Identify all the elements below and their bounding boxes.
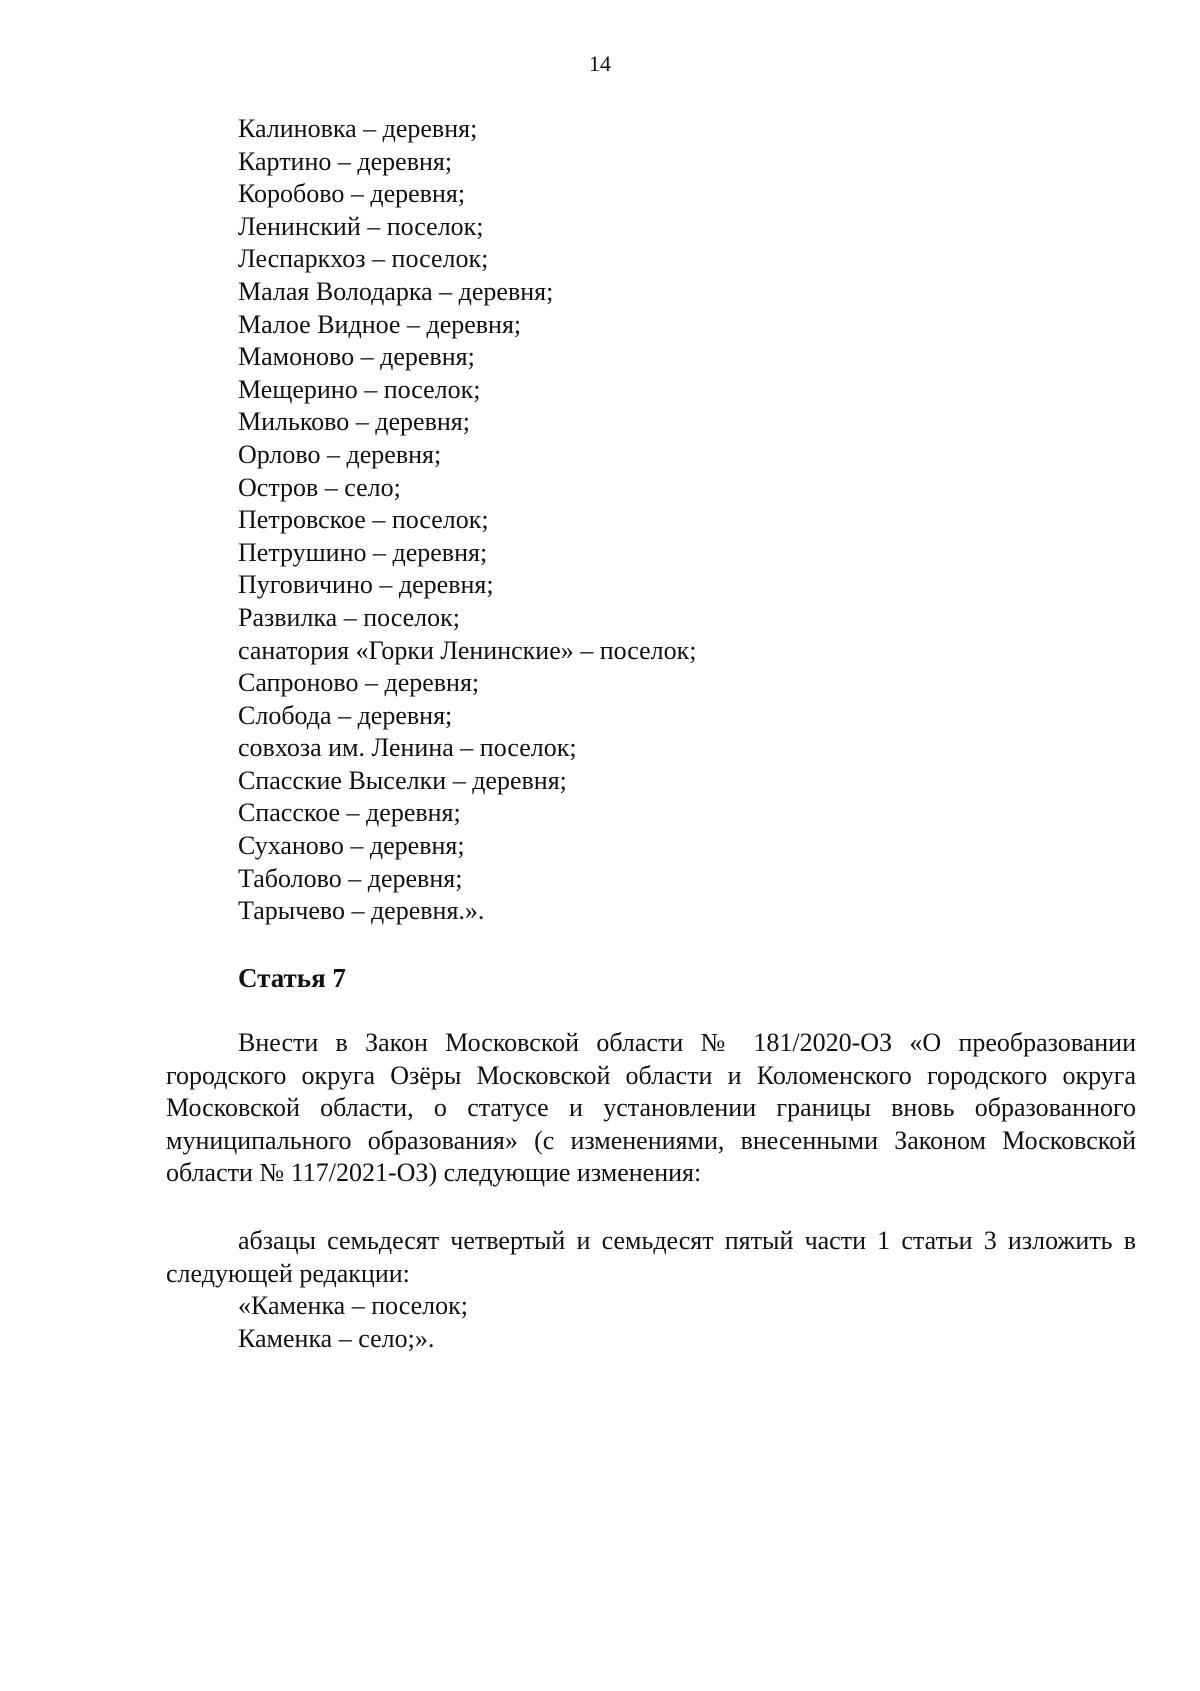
list-item: Слобода – деревня; [238, 700, 453, 730]
list-item: совхоза им. Ленина – поселок; [238, 733, 577, 763]
list-item: Леспаркхоз – поселок; [238, 244, 489, 274]
quoted-line: «Каменка – поселок; [238, 1291, 469, 1320]
list-item: Петрушино – деревня; [238, 537, 488, 567]
list-item: Остров – село; [238, 472, 401, 502]
amendment-paragraph: абзацы семьдесят четвертый и семьдесят пятый части 1 статьи 3 изложить в следующей редакции: [166, 1226, 1136, 1288]
list-item: Орлово – деревня; [238, 439, 442, 469]
page-number: 14 [589, 51, 611, 76]
list-item: Спасское – деревня; [238, 798, 461, 828]
list-item: Таболово – деревня; [238, 863, 463, 893]
article-heading: Статья 7 [238, 963, 346, 993]
quoted-line: Каменка – село;». [238, 1324, 435, 1353]
list-item: Пуговичино – деревня; [238, 570, 494, 600]
list-item: Коробово – деревня; [238, 179, 466, 209]
list-item: Тарычево – деревня.». [238, 896, 485, 926]
list-item: Петровское – поселок; [238, 505, 489, 535]
list-item: Мильково – деревня; [238, 407, 470, 437]
list-item: Сапроново – деревня; [238, 668, 480, 698]
list-item: Малая Володарка – деревня; [238, 276, 554, 306]
list-item: Спасские Выселки – деревня; [238, 765, 567, 795]
list-item: Мещерино – поселок; [238, 374, 481, 404]
list-item: Развилка – поселок; [238, 602, 461, 632]
list-item: Малое Видное – деревня; [238, 309, 522, 339]
list-item: Мамоново – деревня; [238, 342, 475, 372]
settlement-list [238, 113, 697, 928]
list-item: Калиновка – деревня; [238, 114, 478, 143]
list-item: санатория «Горки Ленинские» – поселок; [238, 635, 697, 665]
list-item: Суханово – деревня; [238, 831, 465, 861]
list-item: Картино – деревня; [238, 146, 453, 176]
article-intro-paragraph: Внести в Закон Московской области № 181/2020-ОЗ «О преобразовании городского округа Озёры Московской области и Коломенского городского округа Московской области, о статусе и установлении границы вновь образованного муниципального образования» (с изменениями, внесенными Законом Московской области № 117/2021-ОЗ) следующие изменения: [166, 1028, 1136, 1188]
list-item: Ленинский – поселок; [238, 211, 484, 241]
